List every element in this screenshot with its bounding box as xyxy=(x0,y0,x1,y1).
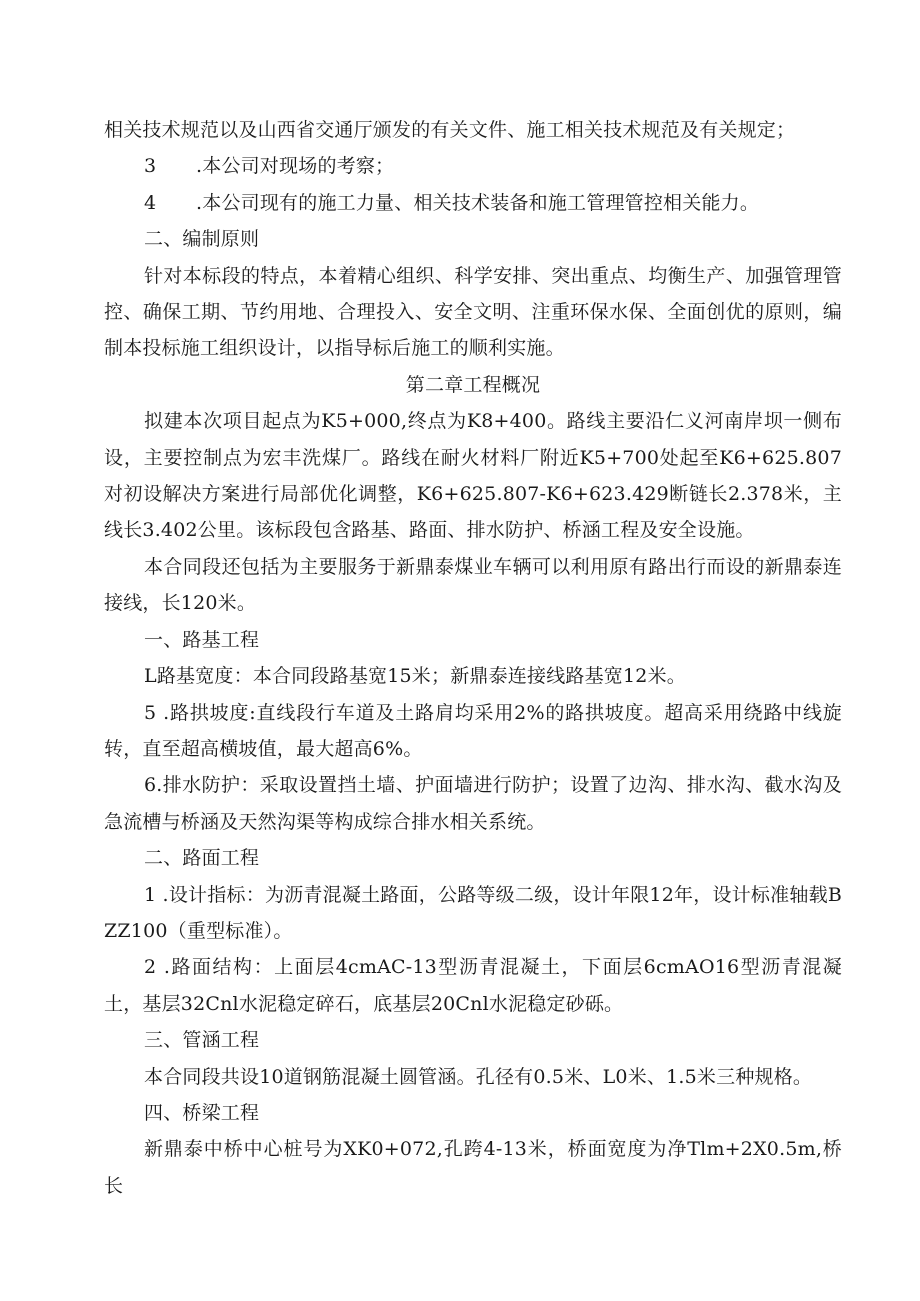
paragraph-bridge: 新鼎泰中桥中心桩号为XK0+072,孔跨4-13米，桥面宽度为净Tlm+2X0.5m,桥长 xyxy=(104,1138,842,1197)
section-heading-bridges: 四、桥梁工程 xyxy=(144,1101,260,1124)
list-item-number: 3 xyxy=(144,155,157,178)
list-item-number: 4 xyxy=(144,191,157,214)
paragraph-project-overview: 拟建本次项目起点为K5+000,终点为K8+400。路线主要沿仁义河南岸坝一侧布设，主要控制点为宏丰洗煤厂。路线在耐火材料厂附近K5+700处起至K6+625.807对初设解决方案进行局部优化调整，K6+625.807-K6+623.429断链长2.378米，主线长3.402公里。该标段包含路基、路面、排水防护、桥涵工程及安全设施。 xyxy=(104,410,842,542)
list-item-text: .本公司对现场的考察； xyxy=(196,155,395,178)
paragraph-crown-slope: 5 .路拱坡度:直线段行车道及土路肩均采用2%的路拱坡度。超高采用绕路中线旋转，直至超高横坡值，最大超高6%。 xyxy=(104,701,842,760)
chapter-title: 第二章工程概况 xyxy=(405,373,541,396)
section-heading-pavement: 二、路面工程 xyxy=(144,847,260,870)
paragraph-drainage: 6.排水防护：采取设置挡土墙、护面墙进行防护；设置了边沟、排水沟、截水沟及急流槽与桥涵及天然沟渠等构成综合排水相关系统。 xyxy=(104,774,842,833)
section-heading-principles: 二、编制原则 xyxy=(144,228,260,251)
list-item-text: .本公司现有的施工力量、相关技术装备和施工管理管控相关能力。 xyxy=(196,191,760,214)
paragraph-pavement-structure: 2 .路面结构：上面层4cmAC-13型沥青混凝土，下面层6cmAO16型沥青混凝土，基层32Cnl水泥稳定碎石，底基层20Cnl水泥稳定砂砾。 xyxy=(104,956,842,1015)
list-item-site-inspection xyxy=(104,148,842,184)
document-body xyxy=(104,112,842,1204)
paragraph-subgrade-width: L路基宽度：本合同段路基宽15米；新鼎泰连接线路基宽12米。 xyxy=(144,665,686,688)
paragraph-culverts: 本合同段共设10道钢筋混凝土圆管涵。孔径有0.5米、L0米、1.5米三种规格。 xyxy=(144,1065,813,1088)
paragraph-regulations-continued: 相关技术规范以及山西省交通厅颁发的有关文件、施工相关技术规范及有关规定； xyxy=(104,119,796,141)
list-item-company-capacity xyxy=(104,185,842,221)
paragraph-connection-line: 本合同段还包括为主要服务于新鼎泰煤业车辆可以利用原有路出行而设的新鼎泰连接线，长120米。 xyxy=(104,555,842,615)
paragraph-design-indicators: 1 .设计指标：为沥青混凝土路面，公路等级二级，设计年限12年，设计标准轴载BZZ100（重型标准）。 xyxy=(104,883,842,942)
section-heading-subgrade: 一、路基工程 xyxy=(144,628,260,651)
paragraph-principles: 针对本标段的特点，本着精心组织、科学安排、突出重点、均衡生产、加强管理管控、确保工期、节约用地、合理投入、安全文明、注重环保水保、全面创优的原则，编制本投标施工组织设计，以指导标后施工的顺利实施。 xyxy=(104,264,842,360)
section-heading-culverts: 三、管涵工程 xyxy=(144,1029,260,1052)
